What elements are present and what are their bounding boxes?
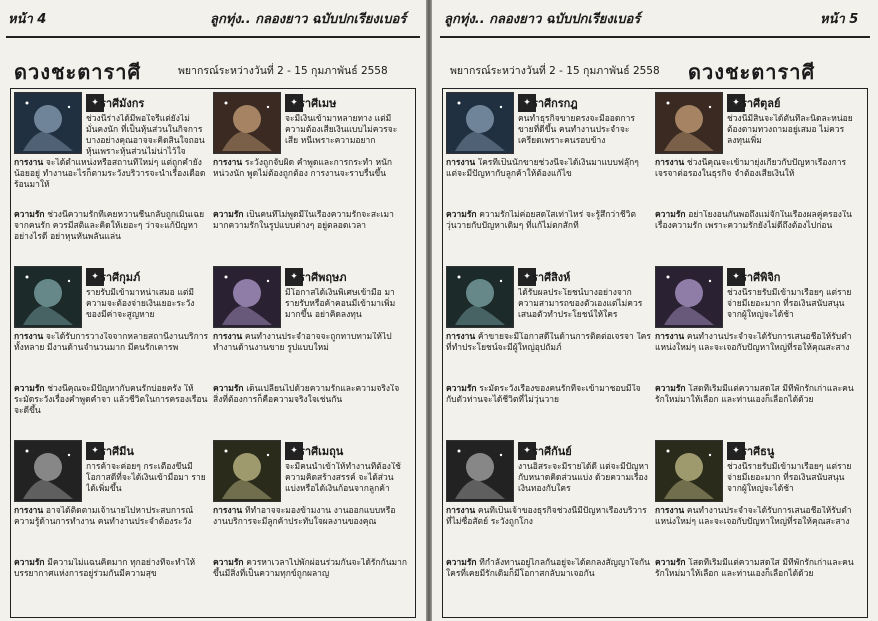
work-label: การงาน	[655, 332, 685, 342]
horoscope-entry	[14, 92, 209, 262]
work-forecast	[655, 158, 860, 208]
zodiac-sign-name: ราศีพฤษภ	[299, 271, 347, 284]
work-label: การงาน	[213, 506, 243, 516]
love-forecast	[655, 210, 860, 260]
love-text: โสดที่เริ่มมีแต่ความสดใส มีที่พักรักเก่าและคนรักใหม่มาให้เลือก และท่านเองก็เลือกได้ด้วย	[655, 558, 854, 579]
love-forecast	[446, 210, 651, 260]
love-text: ช่วงนี้ความรักที่เคยหวานชื่นกลับถูกเมินเฉยจากคนรัก ควรมีสติและคิดให้เยอะๆ ว่าจะแก้ปัญหาอย่างไรดี อย่าหุนหันพลันแล่น	[14, 210, 205, 242]
forecast-lead: รายรับมีเข้ามาหน่าเสมอ แต่มีความจะต้องจ่ายเงินเยอะระวังของมีค่าจะสูญหาย	[86, 288, 195, 320]
zodiac-illustration	[655, 440, 723, 502]
forecast-lead: ช่วงนี้ร่างได้มีพอใจรีแต่ยังไม่มั่นคงนัก ที่เป็นหุ้นส่วนในกิจการบางอย่างคุณอาจจะคิดสินใจถอนหุ้นเพราะหุ้นส่วนไม่น่าไว้ใจ	[86, 114, 205, 157]
love-label: ความรัก	[213, 384, 244, 394]
section-header	[10, 52, 416, 86]
work-label: การงาน	[14, 332, 44, 342]
work-label: การงาน	[213, 158, 243, 168]
forecast-lead: การค้าจะค่อยๆ กระเตื้องขึ้นมีโอกาสดีที่จะได้เงินเข้ามือมา รายได้เพิ่มขึ้น	[86, 462, 206, 494]
love-label: ความรัก	[446, 210, 477, 220]
forecast-lead: ช่วงนี้รายรับมีเข้ามาเรื่อยๆ แต่รายจ่ายมีเยอะมาก ที่รอเงินสนับสนุนจากผู้ใหญ่จะได้ช้า	[727, 462, 852, 494]
love-forecast	[14, 384, 209, 434]
work-text: ช่วงนี้คุณจะเข้ามายุ่งเกี่ยวกับปัญหาเรื่องการเจรจาต่อรองในธุรกิจ จำต้องเสียเงินให้	[655, 158, 847, 179]
love-forecast	[655, 558, 860, 608]
love-text: ความรักไม่ค่อยสดใสเท่าไหร่ จะรู้สึกว่าชีวิตวุ่นวายกับปัญหาเดิมๆ ที่แก้ไม่ตกสักที	[446, 210, 636, 231]
love-forecast	[655, 384, 860, 434]
work-label: การงาน	[14, 506, 44, 516]
love-text: เป็นคนที่ไม่พูดมีในเรื่องความรักจะสะเมามากความรักในรูปแบบต่างๆ อยู่ตลอดเวลา	[213, 210, 394, 231]
love-forecast	[213, 384, 408, 434]
publication-name: ลูกทุ่ง.. กลองยาว ฉบับปกเรียงเบอร์	[210, 12, 407, 27]
work-forecast	[213, 506, 408, 556]
horoscope-entry	[213, 440, 408, 610]
zodiac-sign-tag: ✦	[727, 94, 745, 112]
zodiac-sign-tag: ✦	[518, 268, 536, 286]
zodiac-illustration	[14, 440, 82, 502]
work-text: ที่ทำอาจจะมองข้ามงาน งานออกแบบหรืองานบริการจะมีลูกค้าประทับใจผลงานของคุณ	[213, 506, 396, 527]
horoscope-entry	[446, 440, 651, 610]
work-label: การงาน	[213, 332, 243, 342]
love-label: ความรัก	[655, 210, 686, 220]
work-forecast	[446, 332, 651, 382]
love-forecast	[446, 384, 651, 434]
work-forecast	[655, 506, 860, 556]
header-rule	[6, 36, 420, 38]
work-text: คนทำงานประจำจะได้รับการเสนอชื่อให้รับตำแหน่งใหม่ๆ และจะเจอกับปัญหาใหญ่ที่รอให้คุณสะสาง	[655, 332, 852, 353]
zodiac-illustration	[446, 440, 514, 502]
love-label: ความรัก	[213, 558, 244, 568]
work-text: ระวังถูกจับผิด คำพูดและการกระทำ หนักหน่วงนัก พูดไม่ต้องถูกต้อง การงานจะราบรื่นขึ้น	[213, 158, 393, 179]
horoscope-entry	[14, 440, 209, 610]
page-number: หน้า 5	[820, 12, 859, 27]
horoscope-entry	[213, 92, 408, 262]
section-title: ดวงชะตาราศี	[14, 60, 142, 84]
zodiac-sign-name: ราศีมังกร	[100, 97, 145, 110]
forecast-lead: ช่วงนี้รายรับมีเข้ามาเรื่อยๆ แต่รายจ่ายมีเยอะมาก ที่รอเงินสนับสนุนจากผู้ใหญ่จะได้ช้า	[727, 288, 852, 320]
forecast-lead: งานอิสระจะมีรายได้ดี แต่จะมีปัญหากับหนาดคิดส่วนแบ่ง ด้วยความเรื่องเงินทองกับใคร	[518, 462, 649, 494]
work-forecast	[14, 506, 209, 556]
work-label: การงาน	[655, 158, 685, 168]
work-label: การงาน	[14, 158, 44, 168]
zodiac-sign-tag: ✦	[518, 442, 536, 460]
work-text: ใครที่เป็นนักขายช่วงนี้จะได้เงินมาแบบฟลุ๊กๆ แต่จะมีปัญหากับลูกค้าให้ต้องแก้ไข	[446, 158, 639, 179]
publication-name: ลูกทุ่ง.. กลองยาว ฉบับปกเรียงเบอร์	[444, 12, 641, 27]
page-number: หน้า 4	[8, 12, 47, 27]
forecast-range: พยากรณ์ระหว่างวันที่ 2 - 15 กุมภาพันธ์ 2558	[178, 65, 388, 77]
love-forecast	[446, 558, 651, 608]
love-label: ความรัก	[446, 384, 477, 394]
zodiac-illustration	[213, 92, 281, 154]
zodiac-sign-name: ราศีตุลย์	[741, 97, 781, 110]
work-forecast	[213, 158, 408, 208]
work-text: อาจได้ติดตามเจ้านายไปหาประสบการณ์ความรู้ด้านการทำงาน คนทำงานประจำต้องระวัง	[14, 506, 194, 527]
page-right	[432, 0, 878, 621]
zodiac-sign-tag: ✦	[518, 94, 536, 112]
page-left	[0, 0, 426, 621]
forecast-lead: ได้รับผลประโยชน์บางอย่างจากความสามารถของตัวเองแต่ไม่ควรเสนอตัวทำประโยชน์ให้ใคร	[518, 288, 643, 320]
love-text: ระมัดระวังเรื่องของคนรักที่จะเข้ามาชอบมีใจกับตัวท่านจะได้ชีวิตที่ไม่วุ่นวาย	[446, 384, 641, 405]
zodiac-sign-tag: ✦	[285, 442, 303, 460]
work-label: การงาน	[446, 506, 476, 516]
work-forecast	[446, 158, 651, 208]
love-forecast	[14, 210, 209, 260]
love-forecast	[213, 210, 408, 260]
horoscope-grid	[14, 92, 412, 612]
forecast-lead: คนทำธุรกิจขายตรงจะมีออดการขายที่ดีขึ้น คนทำงานประจำจะเครียดเพราะคนรอบข้าง	[518, 114, 635, 146]
work-text: จะได้ตำแหน่งหรือสถานที่ใหม่ๆ แต่ถูกค้ำยังน้อยอยู่ ทำงานอะไรก็ตามระวังบริวารจะนำเรื่องเดือดร้อนมาให้	[14, 158, 206, 190]
zodiac-illustration	[446, 266, 514, 328]
zodiac-illustration	[14, 266, 82, 328]
work-forecast	[446, 506, 651, 556]
horoscope-entry	[655, 266, 860, 436]
zodiac-sign-tag: ✦	[727, 442, 745, 460]
zodiac-sign-name: ราศีสิงห์	[532, 271, 571, 284]
zodiac-illustration	[655, 266, 723, 328]
horoscope-entry	[655, 440, 860, 610]
section-header	[442, 52, 868, 86]
work-forecast	[14, 332, 209, 382]
zodiac-illustration	[655, 92, 723, 154]
zodiac-sign-name: ราศีมีน	[100, 445, 134, 458]
love-text: ที่กำลังทานอยู่ไกลกันอยู่จะได้ตกลงสัญญาใจกัน ใครที่เคยมีรักเดิมก็มีโอกาสกลับมาเจอกัน	[446, 558, 650, 579]
love-forecast	[14, 558, 209, 608]
work-label: การงาน	[446, 158, 476, 168]
horoscope-entry	[655, 92, 860, 262]
section-title: ดวงชะตาราศี	[688, 60, 816, 84]
zodiac-illustration	[446, 92, 514, 154]
horoscope-entry	[14, 266, 209, 436]
work-text: ค้าขายจะมีโอกาสดีในด้านการติดต่อเจรจา ใครที่ทำประโยชน์จะมีผู้ใหญ่อุปถัมภ์	[446, 332, 651, 353]
zodiac-illustration	[213, 266, 281, 328]
forecast-lead: ช่วงนี้มีสินจะได้ตันทีละนิดละหน่อย ต้องตามทวงถามอยู่เสมอ ไม่ควรลงทุนเพิ่ม	[727, 114, 853, 146]
zodiac-sign-tag: ✦	[86, 94, 104, 112]
zodiac-illustration	[213, 440, 281, 502]
zodiac-sign-name: ราศีกันย์	[532, 445, 572, 458]
love-text: เด็นเปลี่ยนไปด้วยความรักและความจริงใจ สิ่งที่ต้องการก็คือความจริงใจเช่นกัน	[213, 384, 400, 405]
zodiac-sign-name: ราศีกรกฎ	[532, 97, 578, 110]
love-label: ความรัก	[655, 384, 686, 394]
forecast-lead: มีโอกาสได้เงินพิเศษเข้ามือ มารายรับหรือค้าคอนมีเข้ามาเพิ่มมากขึ้น อย่าคิดลงทุน	[285, 288, 396, 320]
horoscope-entry	[446, 266, 651, 436]
love-text: อย่าโยงอนกันพอถึงแม่จักในเรื่องผลคู่ครองในเรื่องความรัก เพราะความรักยังไม่ดีถึงต้องไปก่อน	[655, 210, 852, 231]
love-label: ความรัก	[14, 558, 45, 568]
zodiac-sign-tag: ✦	[86, 268, 104, 286]
love-text: มีความไม่แฉนคิดมาก ทุกอย่างที่จะทำให้บรรยากาศแห่งการอยู่ร่วมกันมีความสุข	[14, 558, 196, 579]
work-text: คนทำงานประจำอาจจะถูกทาบทามให้ไปทำงานด้านงานขาย รูปแบบใหม่	[213, 332, 392, 353]
love-forecast	[213, 558, 408, 608]
horoscope-entry	[213, 266, 408, 436]
forecast-range: พยากรณ์ระหว่างวันที่ 2 - 15 กุมภาพันธ์ 2558	[450, 65, 660, 77]
work-label: การงาน	[446, 332, 476, 342]
zodiac-sign-tag: ✦	[727, 268, 745, 286]
work-forecast	[14, 158, 209, 208]
forecast-lead: จะมีคนนำเข้าให้ทำงานที่ต้องใช้ความคิดสร้างสรรค์ จะได้ส่วนแบ่งหรือได้เงินก้อนจากลูกค้า	[285, 462, 401, 494]
love-label: ความรัก	[655, 558, 686, 568]
zodiac-sign-name: ราศีกุมภ์	[100, 271, 141, 284]
love-label: ความรัก	[14, 210, 45, 220]
zodiac-illustration	[14, 92, 82, 154]
work-label: การงาน	[655, 506, 685, 516]
forecast-lead: จะมีเงินเข้ามาหลายทาง แต่มีความต้องเสียเงินแบบไม่ควรจะเสีย หนีเพราะความอยาก	[285, 114, 398, 146]
love-label: ความรัก	[14, 384, 45, 394]
work-text: จะได้รับการวางใจจากหลายสถานีงานบริการทั้งหลาย มีงานด้านจำนวนมาก มีคนรักเคารพ	[14, 332, 209, 353]
zodiac-sign-name: ราศีเมถุน	[299, 445, 344, 458]
zodiac-sign-name: ราศีพิจิก	[741, 271, 781, 284]
horoscope-grid	[446, 92, 864, 612]
love-label: ความรัก	[213, 210, 244, 220]
love-text: โสดที่เริ่มมีแต่ความสดใส มีที่พักรักเก่าและคนรักใหม่มาให้เลือก และท่านเองก็เลือกได้ด้วย	[655, 384, 854, 405]
love-text: ควรหาเวลาไปพักผ่อนร่วมกันจะได้รักกันมากขึ้นมีสิ่งที่เป็นความทุกข์ถูกผลาญ	[213, 558, 408, 579]
header-rule	[440, 36, 870, 38]
work-text: คนทำงานประจำจะได้รับการเสนอชื่อให้รับตำแหน่งใหม่ๆ และจะเจอกับปัญหาใหญ่ที่รอให้คุณสะสาง	[655, 506, 852, 527]
horoscope-entry	[446, 92, 651, 262]
work-forecast	[213, 332, 408, 382]
zodiac-sign-name: ราศีเมษ	[299, 97, 337, 110]
work-forecast	[655, 332, 860, 382]
love-label: ความรัก	[446, 558, 477, 568]
work-text: คนที่เป็นเจ้าของธุรกิจช่วงนี้มีปัญหาเรื่องบริวารที่ไม่ซื่อสัตย์ ระวังถูกโกง	[446, 506, 647, 527]
zodiac-sign-name: ราศีธนู	[741, 445, 775, 458]
zodiac-sign-tag: ✦	[285, 94, 303, 112]
love-text: ช่วงนี้คุณจะมีปัญหากับคนรักบ่อยครั้ง ให้ระมัดระวังเรื่องคำพูดคำจา แล้วชีวิตในการครองเรือนจะดีขึ้น	[14, 384, 208, 416]
zodiac-sign-tag: ✦	[86, 442, 104, 460]
zodiac-sign-tag: ✦	[285, 268, 303, 286]
